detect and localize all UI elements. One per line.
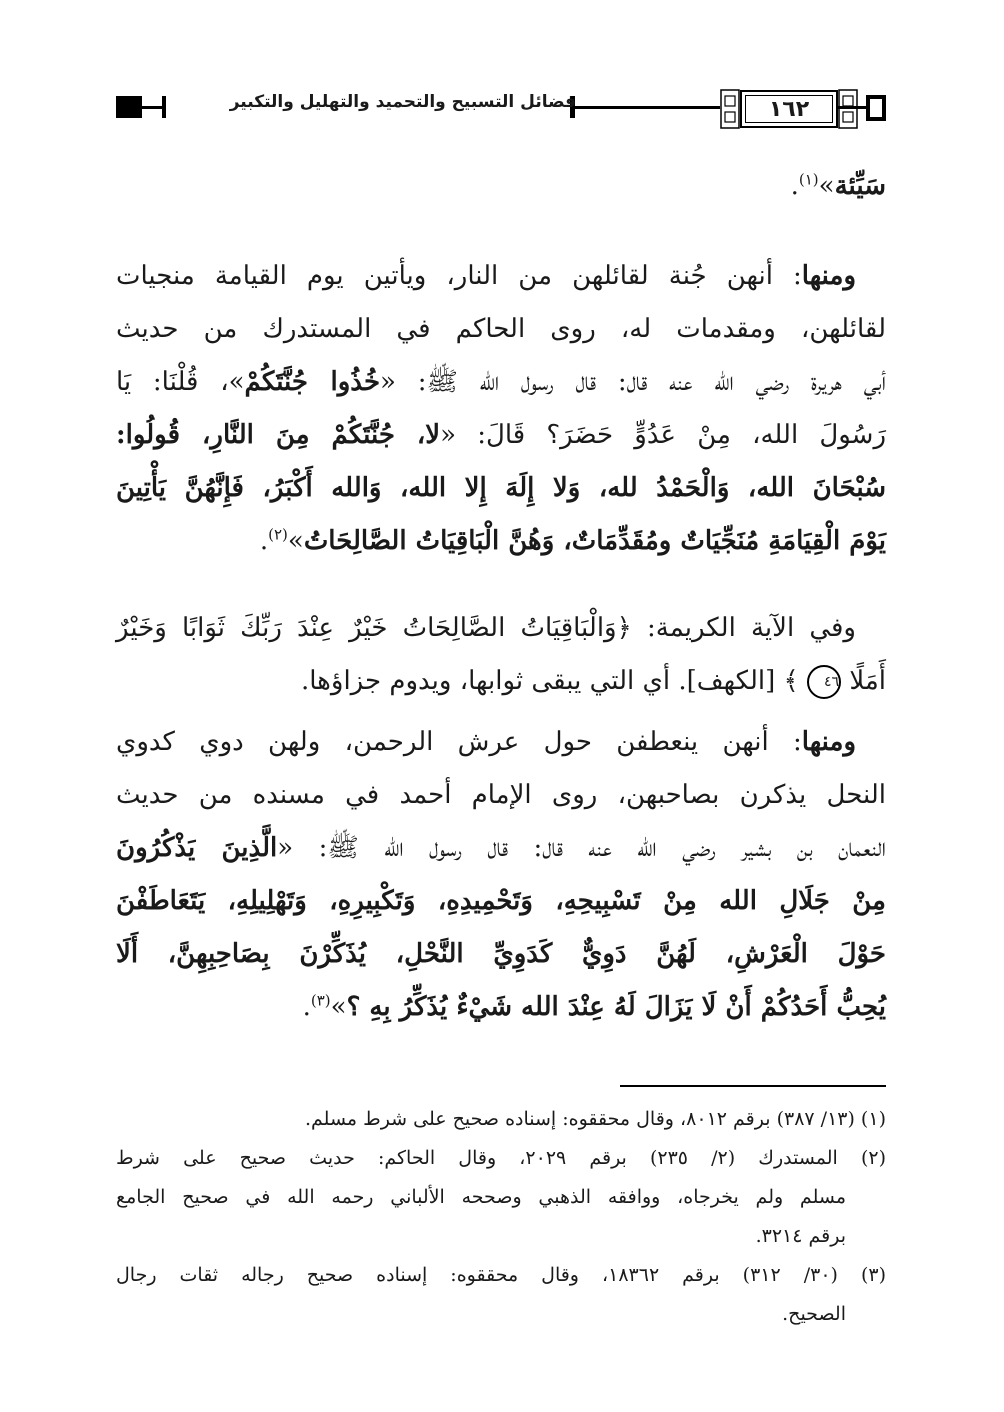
text-line	[116, 602, 886, 655]
hadith-text: الَّذِينَ يَذْكُرُونَ	[116, 833, 278, 863]
text-line	[116, 356, 886, 409]
text-run: »، قُلْنَا: يَا	[116, 367, 245, 397]
header-ornament-left-icon	[720, 86, 740, 132]
text-line	[116, 160, 886, 213]
footnote-2-line-3: برقم ٣٢١٤.	[755, 1225, 846, 1247]
full-stop: .	[302, 992, 311, 1022]
footnote-2-line-1: (٢) المستدرك (٢/ ٢٣٥) برقم ٢٠٢٩، وقال الحاكم: حديث صحيح على شرط	[116, 1147, 887, 1169]
text-run: النعمان بن بشير رضي الله عنه قال: قال رسول الله ﷺ: «	[277, 833, 886, 863]
footnote-2-line-2: مسلم ولم يخرجاه، ووافقه الذهبي وصححه الألباني رحمه الله في صحيح الجامع	[116, 1186, 846, 1208]
hadith-line: حَوْلَ الْعَرْشِ، لَهُنَّ دَوِيٌّ كَدَوِيِّ النَّحْلِ، يُذَكِّرْنَ بِصَاحِبِهِنَّ، أَلَا	[116, 939, 886, 969]
header-ornament-right-icon	[838, 86, 858, 132]
footnote-3-line-1: (٣) (٣٠/ ٣١٢) برقم ١٨٣٦٢، وقال محققوه: إسناده صحيح رجاله ثقات رجال	[116, 1264, 886, 1286]
page-number: ١٦٢	[768, 96, 810, 122]
text-run: : أنهن ينعطفن حول عرش الرحمن، ولهن دوي كدوي	[116, 727, 802, 757]
text-line: النحل يذكرن بصاحبهن، روى الإمام أحمد في مسنده من حديث	[116, 780, 886, 810]
header-corner-box	[866, 95, 886, 121]
text-run: رَسُولَ الله، مِنْ عَدُوٍّ حَضَرَ؟ قَالَ: «	[440, 420, 886, 450]
header-rule-middle	[570, 106, 720, 109]
text-line	[116, 515, 886, 568]
footnote-ref: (٣)	[310, 991, 331, 1010]
footnote-separator	[620, 1085, 886, 1087]
hadith-line: مِنْ جَلَالِ الله مِنْ تَسْبِيحِهِ، وَتَحْمِيدِهِ، وَتَكْبِيرِهِ، وَتَهْلِيلِهِ، يَتَعَاطَفْنَ	[116, 886, 886, 916]
text-run: أبي هريرة رضي الله عنه قال: قال رسول الله ﷺ: «	[380, 367, 886, 397]
text-line	[116, 822, 886, 875]
page-number-frame	[740, 90, 838, 128]
continuation-word: سَيِّئة	[834, 171, 886, 201]
paragraph-1	[116, 250, 886, 568]
text-run: وفي الآية الكريمة: ﴿	[616, 613, 856, 643]
quran-verse: وَالْبَاقِيَاتُ الصَّالِحَاتُ خَيْرٌ عِنْدَ رَبِّكَ ثَوَابًا وَخَيْرٌ	[116, 613, 617, 643]
paragraph-3	[116, 716, 886, 1034]
continuation-text	[116, 160, 886, 213]
text-line	[116, 409, 886, 462]
full-stop: .	[259, 526, 269, 556]
closing-quote: »	[330, 992, 347, 1022]
text-line	[116, 981, 886, 1034]
full-stop: .	[790, 171, 799, 201]
text-line	[116, 250, 886, 303]
text-run: ﴾ [الكهف]. أي التي يبقى ثوابها، ويدوم جزاؤها.	[301, 666, 799, 696]
footnote-3-line-2: الصحيح.	[782, 1303, 846, 1325]
hadith-text: يَوْمَ الْقِيَامَةِ مُنَجِّيَاتٌ ومُقَدِّمَاتٌ، وَهُنَّ الْبَاقِيَاتُ الصَّالِحَاتُ	[303, 526, 886, 556]
paragraph-label: ومنها	[801, 261, 856, 291]
text-line: لقائلهن، ومقدمات له، روى الحاكم في المستدرك من حديث	[116, 314, 886, 344]
text-line	[116, 716, 886, 769]
text-run: : أنهن جُنة لقائلهن من النار، ويأتين يوم القيامة منجيات	[116, 261, 802, 291]
header-small-bar	[162, 96, 166, 118]
hadith-text: خُذُوا جُنَّتَكُمْ	[244, 367, 381, 397]
footnote-ref: (١)	[798, 170, 819, 189]
page-header	[116, 86, 886, 144]
hadith-text: يُحِبُّ أَحَدُكُمْ أَنْ لَا يَزَالَ لَهُ عِنْدَ الله شَيْءٌ يُذَكِّرُ بِهِ ؟	[346, 992, 886, 1022]
running-title: فضائل التسبيح والتحميد والتهليل والتكبير	[229, 92, 576, 112]
closing-quote: »	[287, 526, 304, 556]
hadith-line: سُبْحَانَ الله، وَالْحَمْدُ لله، وَلا إِلَهَ إِلا الله، وَالله أَكْبَرُ، فَإِنَّهُنَّ يَأْتِينَ	[116, 473, 886, 503]
header-black-block	[116, 96, 142, 118]
quran-verse: أَمَلًا	[849, 666, 886, 696]
closing-quote: »	[818, 171, 835, 201]
footnotes	[116, 1100, 886, 1334]
footnote-ref: (٢)	[268, 525, 288, 544]
paragraph-2	[116, 602, 886, 708]
aya-number-icon: ٤٦	[807, 665, 841, 699]
paragraph-label: ومنها	[801, 727, 856, 757]
hadith-text: لا، جُنَّتَكُمْ مِنَ النَّارِ، قُولُوا:	[116, 420, 441, 450]
text-line	[116, 655, 886, 708]
footnote-1: (١) (١٣/ ٣٨٧) برقم ٨٠١٢، وقال محققوه: إسناده صحيح على شرط مسلم.	[304, 1108, 886, 1130]
